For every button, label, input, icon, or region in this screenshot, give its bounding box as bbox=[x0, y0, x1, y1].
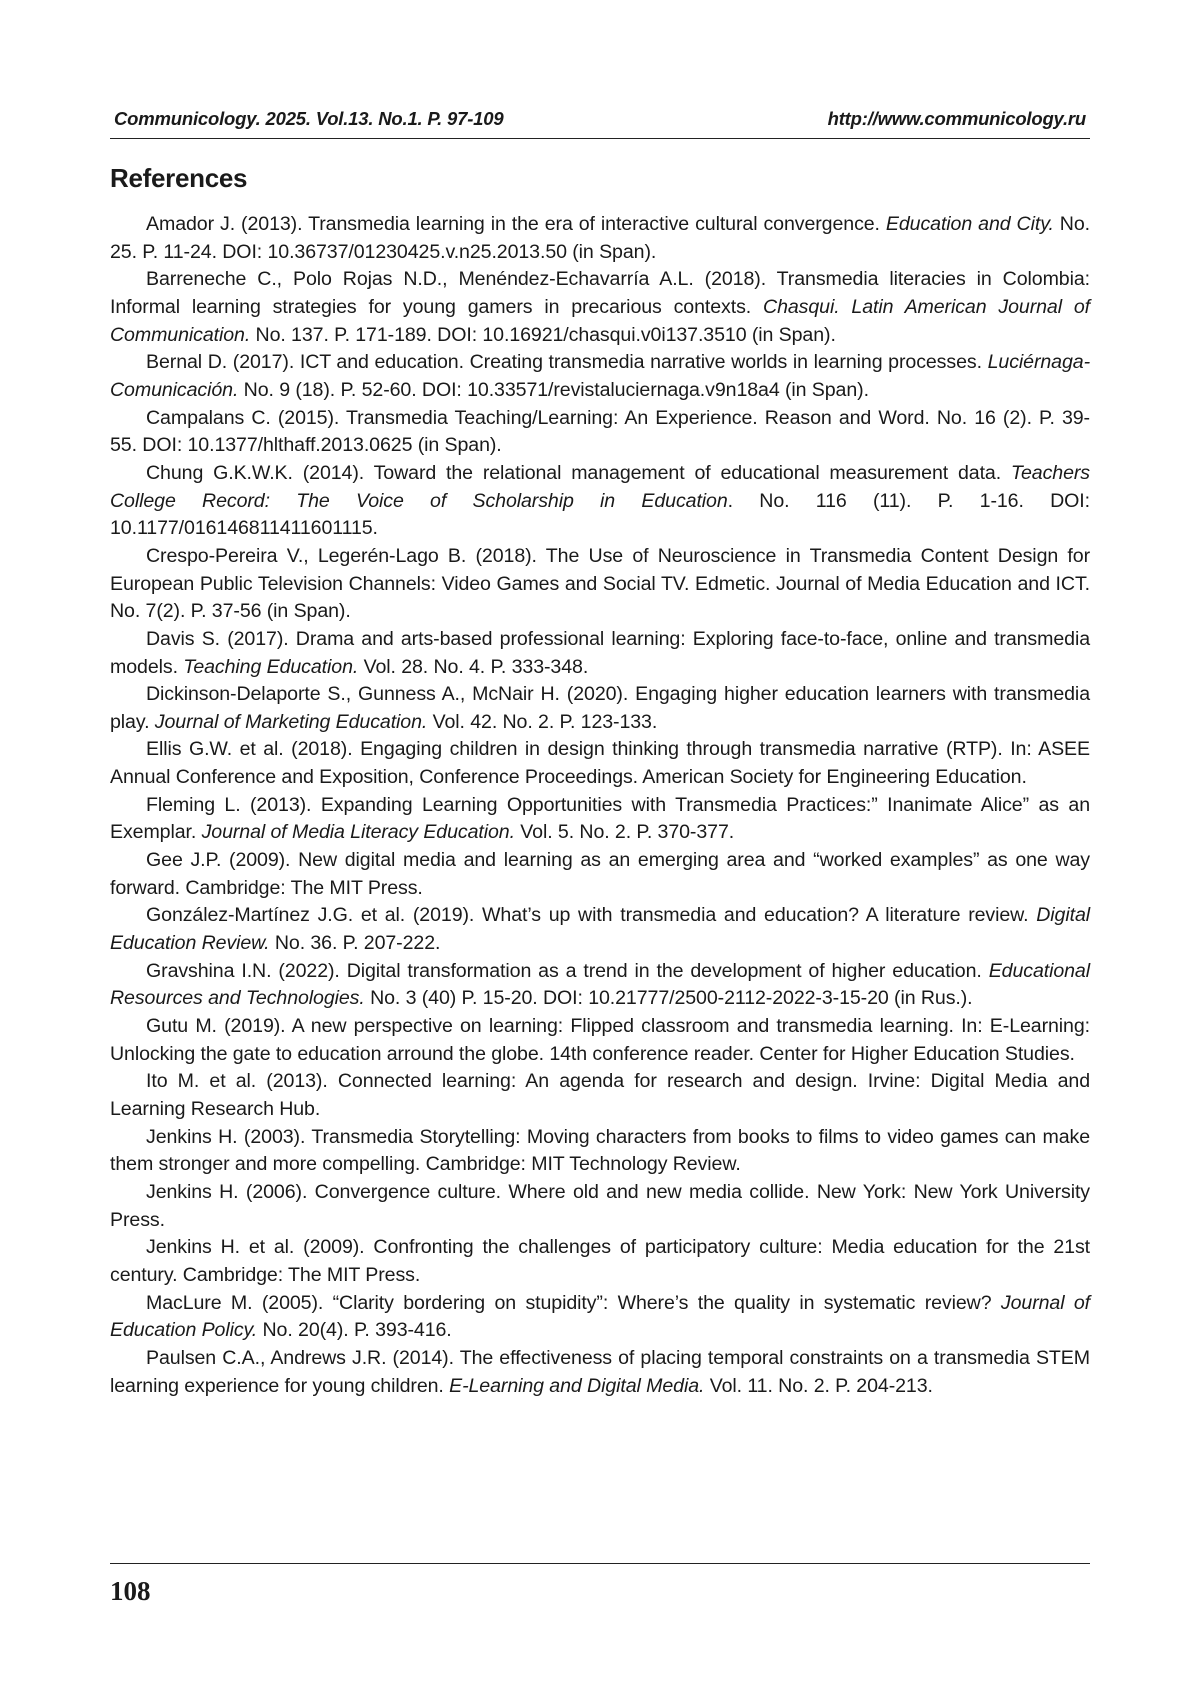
reference-item bbox=[110, 460, 1090, 543]
reference-item bbox=[110, 1013, 1090, 1068]
journal-citation: Communicology. 2025. Vol.13. No.1. P. 97-109 bbox=[114, 108, 504, 129]
reference-text: Chung G.K.W.K. (2014). Toward the relational management of educational measurement data. bbox=[146, 461, 1011, 484]
section-title: References bbox=[110, 163, 248, 193]
reference-item bbox=[110, 681, 1090, 736]
reference-text: Jenkins H. et al. (2009). Confronting the challenges of participatory culture: Media education for the 21st century. Cambridge: The MIT Press. bbox=[110, 1236, 1090, 1286]
page-number: 108 bbox=[110, 1576, 151, 1606]
reference-text: Vol. 11. No. 2. P. 204-213. bbox=[704, 1374, 933, 1397]
reference-source-title: Journal of Marketing Education. bbox=[154, 710, 428, 733]
reference-source-title: Teaching Education. bbox=[183, 655, 359, 678]
reference-item bbox=[110, 736, 1090, 791]
reference-item bbox=[110, 1234, 1090, 1289]
reference-source-title: Educational Resources and Technologies. bbox=[110, 959, 1090, 1010]
reference-text: Bernal D. (2017). ICT and education. Creating transmedia narrative worlds in learning processes. bbox=[146, 351, 988, 374]
reference-source-title: Journal of Media Literacy Education. bbox=[201, 821, 515, 844]
reference-text: Amador J. (2013). Transmedia learning in the era of interactive cultural convergence. bbox=[146, 213, 886, 235]
reference-text: González-Martínez J.G. et al. (2019). What’s up with transmedia and education? A literature review. bbox=[146, 904, 1037, 927]
reference-text: No. 137. P. 171-189. DOI: 10.16921/chasqui.v0i137.3510 (in Span). bbox=[250, 323, 836, 346]
reference-text: Jenkins H. (2006). Convergence culture. Where old and new media collide. New York: New York University Press. bbox=[110, 1180, 1090, 1231]
reference-text: Ellis G.W. et al. (2018). Engaging children in design thinking through transmedia narrative (RTP). In: ASEE Annual Conference and Exposition, Conference Proceedings. American Society for Engineering Education. bbox=[110, 738, 1090, 789]
reference-text: Paulsen C.A., Andrews J.R. (2014). The effectiveness of placing temporal constraints on a transmedia STEM learning experience for young children. bbox=[110, 1346, 1090, 1397]
reference-text: Gutu M. (2019). A new perspective on learning: Flipped classroom and transmedia learning. In: E-Learning: Unlocking the gate to education arround the globe. 14th conference reader. Center for Higher Education Studies. bbox=[110, 1015, 1090, 1065]
reference-source-title: Education and City. bbox=[885, 213, 1054, 235]
reference-text: . No. 116 (11). P. 1-16. DOI: 10.1177/016146811411601115. bbox=[110, 489, 1090, 540]
reference-text: Fleming L. (2013). Expanding Learning Opportunities with Transmedia Practices:” Inanimate Alice” as an Exemplar. bbox=[110, 793, 1090, 844]
reference-text: Vol. 28. No. 4. P. 333-348. bbox=[358, 655, 589, 678]
reference-item bbox=[110, 958, 1090, 1013]
reference-item bbox=[110, 902, 1090, 957]
reference-item bbox=[110, 1068, 1090, 1123]
reference-text: No. 25. P. 11-24. DOI: 10.36737/01230425.v.n25.2013.50 (in Span). bbox=[110, 213, 1090, 263]
reference-item bbox=[110, 543, 1090, 626]
reference-source-title: Digital Education Review. bbox=[110, 904, 1090, 955]
reference-text: Crespo-Pereira V., Legerén-Lago B. (2018). The Use of Neuroscience in Transmedia Content Design for European Public Television Channels: Video Games and Social TV. Edmetic. Journal of Media Education and ICT. No. 7(2). P. 37-56 (in Span). bbox=[110, 544, 1090, 623]
reference-text: Gee J.P. (2009). New digital media and learning as an emerging area and “worked examples” as one way forward. Cambridge: The MIT Press. bbox=[110, 849, 1090, 899]
reference-list bbox=[110, 211, 1090, 1400]
reference-text: Davis S. (2017). Drama and arts-based professional learning: Exploring face-to-face, online and transmedia models. bbox=[110, 627, 1090, 678]
reference-source-title: Luciérnaga-Comunicación. bbox=[110, 351, 1090, 401]
running-header bbox=[110, 106, 1090, 139]
reference-text: MacLure M. (2005). “Clarity bordering on stupidity”: Where’s the quality in systematic review? bbox=[146, 1291, 1001, 1314]
reference-text: Vol. 5. No. 2. P. 370-377. bbox=[514, 821, 735, 844]
reference-text: Campalans C. (2015). Transmedia Teaching/Learning: An Experience. Reason and Word. No. 16 (2). P. 39-55. DOI: 10.1377/hlthaff.2013.0625 (in Span). bbox=[110, 406, 1090, 457]
reference-text: Ito M. et al. (2013). Connected learning: An agenda for research and design. Irvine: Digital Media and Learning Research Hub. bbox=[110, 1070, 1090, 1120]
journal-url: http://www.communicology.ru bbox=[827, 108, 1086, 129]
footer-divider bbox=[110, 1563, 1090, 1564]
reference-text: Jenkins H. (2003). Transmedia Storytelling: Moving characters from books to films to video games can make them stronger and more compelling. Cambridge: MIT Technology Review. bbox=[110, 1125, 1090, 1176]
reference-source-title: Teachers College Record: The Voice of Scholarship in Education bbox=[110, 461, 1090, 512]
reference-source-title: Journal of Education Policy. bbox=[110, 1291, 1090, 1342]
reference-text: No. 36. P. 207-222. bbox=[269, 932, 441, 955]
reference-item bbox=[110, 626, 1090, 681]
reference-source-title: Chasqui. Latin American Journal of Communication. bbox=[110, 295, 1090, 346]
reference-source-title: E-Learning and Digital Media. bbox=[449, 1374, 705, 1397]
reference-item bbox=[110, 1124, 1090, 1179]
reference-item bbox=[110, 211, 1090, 266]
reference-text: Dickinson-Delaporte S., Gunness A., McNair H. (2020). Engaging higher education learners with transmedia play. bbox=[110, 683, 1090, 733]
reference-text: No. 9 (18). P. 52-60. DOI: 10.33571/revistaluciernaga.v9n18a4 (in Span). bbox=[238, 378, 869, 401]
reference-text: Gravshina I.N. (2022). Digital transformation as a trend in the development of higher education. bbox=[146, 959, 989, 982]
reference-item bbox=[110, 1345, 1090, 1400]
reference-text: No. 20(4). P. 393-416. bbox=[257, 1319, 452, 1342]
reference-text: No. 3 (40) P. 15-20. DOI: 10.21777/2500-2112-2022-3-15-20 (in Rus.). bbox=[364, 987, 973, 1010]
reference-item bbox=[110, 266, 1090, 349]
reference-item bbox=[110, 847, 1090, 902]
reference-item bbox=[110, 349, 1090, 404]
reference-item bbox=[110, 1290, 1090, 1345]
reference-item bbox=[110, 792, 1090, 847]
reference-text: Vol. 42. No. 2. P. 123-133. bbox=[427, 710, 658, 733]
reference-text: Barreneche C., Polo Rojas N.D., Menéndez-Echavarría A.L. (2018). Transmedia literacies in Colombia: Informal learning strategies for young gamers in precarious contexts. bbox=[110, 268, 1090, 318]
reference-item bbox=[110, 405, 1090, 460]
reference-item bbox=[110, 1179, 1090, 1234]
